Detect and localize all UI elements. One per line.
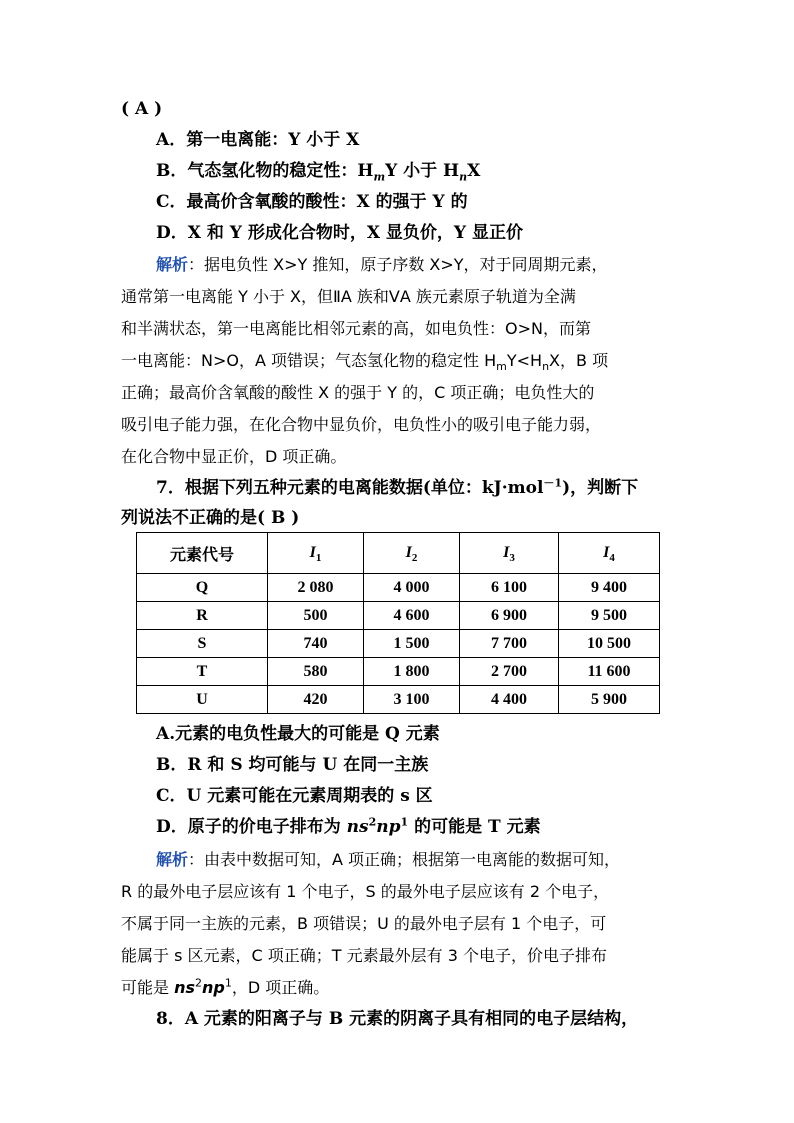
q6-analysis-line: 通常第一电离能 Y 小于 X，但ⅡA 族和ⅤA 族元素原子轨道为全满	[121, 287, 576, 306]
q7-option-c: C．U 元素可能在元素周期表的 s 区	[156, 786, 433, 806]
header-i1: $I_1$	[268, 533, 364, 574]
cell-value: 2 700	[460, 658, 559, 686]
cell-value: 6 900	[460, 602, 559, 630]
cell-value: 9 400	[559, 574, 660, 602]
cell-code: R	[137, 602, 268, 630]
cell-value: 4 600	[364, 602, 460, 630]
cell-value: 7 700	[460, 630, 559, 658]
q6-option-b: B．气态氢化物的稳定性：$H_mY$ 小于 $H_nX$	[156, 161, 481, 184]
q7-stem-line1: 7．根据下列五种元素的电离能数据(单位：kJ·mol$^{-1}$)，判断下	[156, 476, 639, 498]
cell-value: 500	[268, 602, 364, 630]
cell-code: U	[137, 686, 268, 714]
header-i3: $I_3$	[460, 533, 559, 574]
q6-option-d: D．X 和 Y 形成化合物时，X 显负价，Y 显正价	[156, 223, 523, 243]
cell-code: Q	[137, 574, 268, 602]
table-row	[137, 574, 660, 602]
q7-analysis-line: 解析：由表中数据可知，A 项正确；根据第一电离能的数据可知，	[156, 850, 621, 869]
cell-value: 11 600	[559, 658, 660, 686]
cell-value: 3 100	[364, 686, 460, 714]
q7-analysis-line: 可能是 $ns^2np^1$，D 项正确。	[121, 976, 330, 997]
table-header-row	[137, 533, 660, 574]
cell-value: 2 080	[268, 574, 364, 602]
q7-option-d: D．原子的价电子排布为 $ns^2np^1$ 的可能是 T 元素	[156, 815, 541, 837]
q6-option-a: A．第一电离能：Y 小于 X	[156, 130, 360, 150]
q6-analysis-line: 在化合物中显正价，D 项正确。	[121, 447, 347, 466]
q6-option-c: C．最高价含氧酸的酸性：X 的强于 Y 的	[156, 192, 468, 212]
q7-option-a: A.元素的电负性最大的可能是 Q 元素	[156, 724, 440, 744]
cell-value: 5 900	[559, 686, 660, 714]
table-row	[137, 630, 660, 658]
q7-analysis-line: 能属于 s 区元素，C 项正确；T 元素最外层有 3 个电子，价电子排布	[121, 946, 607, 965]
cell-value: 9 500	[559, 602, 660, 630]
cell-value: 740	[268, 630, 364, 658]
q7-stem-line2: 列说法不正确的是( B )	[121, 508, 300, 528]
cell-value: 1 800	[364, 658, 460, 686]
q6-answer-line: ( A )	[121, 99, 163, 119]
q7-analysis-line: R 的最外电子层应该有 1 个电子，S 的最外电子层应该有 2 个电子，	[121, 882, 610, 901]
q6-analysis-line: 和半满状态，第一电离能比相邻元素的高，如电负性：O>N，而第	[121, 319, 591, 338]
q6-analysis-line: 正确；最高价含氧酸的酸性 X 的强于 Y 的，C 项正确；电负性大的	[121, 383, 595, 402]
header-i2: $I_2$	[364, 533, 460, 574]
table-row	[137, 658, 660, 686]
cell-value: 4 400	[460, 686, 559, 714]
q6-analysis-line: 一电离能：N>O，A 项错误；气态氢化物的稳定性 $H_mY<H_nX$，B 项	[121, 351, 609, 374]
q6-analysis-line: 解析：据电负性 X>Y 推知，原子序数 X>Y，对于同周期元素，	[156, 255, 608, 274]
cell-value: 420	[268, 686, 364, 714]
header-element-code: 元素代号	[137, 533, 268, 574]
cell-value: 6 100	[460, 574, 559, 602]
cell-value: 10 500	[559, 630, 660, 658]
cell-value: 580	[268, 658, 364, 686]
cell-code: T	[137, 658, 268, 686]
cell-value: 4 000	[364, 574, 460, 602]
table-row	[137, 686, 660, 714]
table-row	[137, 602, 660, 630]
header-i4: $I_4$	[559, 533, 660, 574]
cell-code: S	[137, 630, 268, 658]
ionization-energy-table	[136, 532, 660, 714]
q6-analysis-line: 吸引电子能力强，在化合物中显负价，电负性小的吸引电子能力弱，	[121, 415, 602, 434]
cell-value: 1 500	[364, 630, 460, 658]
q7-option-b: B．R 和 S 均可能与 U 在同一主族	[156, 755, 429, 775]
q7-analysis-line: 不属于同一主族的元素，B 项错误；U 的最外电子层有 1 个电子，可	[121, 914, 607, 933]
q8-stem-line1: 8．A 元素的阳离子与 B 元素的阴离子具有相同的电子层结构，	[156, 1009, 639, 1029]
